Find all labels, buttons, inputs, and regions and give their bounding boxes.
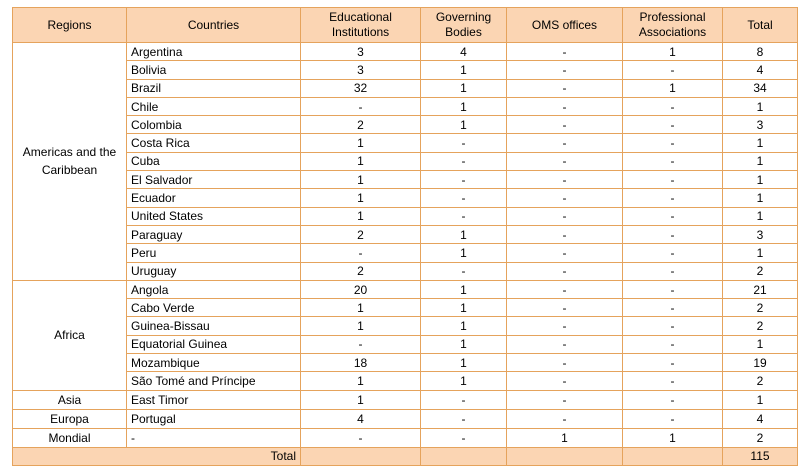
edu-cell: 2 (301, 116, 421, 134)
table-row (13, 207, 798, 225)
oms-cell: - (507, 390, 623, 409)
region-cell: Europa (13, 409, 127, 428)
edu-cell: 3 (301, 61, 421, 79)
country-cell: Cuba (127, 152, 301, 170)
total-cell: 8 (723, 43, 798, 61)
total-cell: 2 (723, 262, 798, 280)
gov-cell: 1 (421, 372, 507, 390)
oms-cell: 1 (507, 428, 623, 447)
oms-cell: - (507, 79, 623, 97)
grand-total-cell: 115 (723, 447, 798, 465)
header-oms: OMS offices (507, 8, 623, 43)
country-cell: Colombia (127, 116, 301, 134)
gov-cell: - (421, 171, 507, 189)
oms-cell: - (507, 152, 623, 170)
gov-cell: - (421, 428, 507, 447)
total-cell: 4 (723, 409, 798, 428)
edu-cell: 32 (301, 79, 421, 97)
table-row (13, 152, 798, 170)
oms-cell: - (507, 372, 623, 390)
gov-cell: 1 (421, 97, 507, 115)
prof-cell: - (623, 97, 723, 115)
total-cell: 4 (723, 61, 798, 79)
header-governing: Governing Bodies (421, 8, 507, 43)
table-row (13, 317, 798, 335)
prof-cell: - (623, 262, 723, 280)
oms-cell: - (507, 244, 623, 262)
edu-cell: 20 (301, 280, 421, 298)
edu-cell: 1 (301, 189, 421, 207)
gov-cell: - (421, 409, 507, 428)
gov-cell: - (421, 262, 507, 280)
oms-cell: - (507, 317, 623, 335)
total-cell: 2 (723, 299, 798, 317)
gov-cell: 1 (421, 299, 507, 317)
gov-cell: 4 (421, 43, 507, 61)
country-cell: United States (127, 207, 301, 225)
edu-cell: 1 (301, 152, 421, 170)
edu-cell: 1 (301, 207, 421, 225)
prof-cell: - (623, 317, 723, 335)
table-row (13, 390, 798, 409)
table-row (13, 97, 798, 115)
table-row (13, 244, 798, 262)
edu-cell: 1 (301, 390, 421, 409)
table-row (13, 189, 798, 207)
country-cell: São Tomé and Príncipe (127, 372, 301, 390)
edu-cell: 2 (301, 225, 421, 243)
prof-cell: - (623, 280, 723, 298)
country-cell: Bolivia (127, 61, 301, 79)
oms-cell: - (507, 280, 623, 298)
gov-cell: 1 (421, 61, 507, 79)
total-cell: 2 (723, 428, 798, 447)
prof-cell: - (623, 207, 723, 225)
prof-cell: - (623, 152, 723, 170)
oms-cell: - (507, 43, 623, 61)
total-cell: 1 (723, 207, 798, 225)
oms-cell: - (507, 116, 623, 134)
total-row (13, 447, 798, 465)
oms-cell: - (507, 134, 623, 152)
prof-cell: - (623, 171, 723, 189)
country-cell: El Salvador (127, 171, 301, 189)
prof-cell: 1 (623, 428, 723, 447)
total-cell: 1 (723, 134, 798, 152)
total-cell: 1 (723, 189, 798, 207)
total-cell: 3 (723, 225, 798, 243)
country-cell: Paraguay (127, 225, 301, 243)
header-total: Total (723, 8, 798, 43)
oms-cell: - (507, 354, 623, 372)
country-cell: Angola (127, 280, 301, 298)
table-row (13, 409, 798, 428)
total-cell: 21 (723, 280, 798, 298)
country-cell: East Timor (127, 390, 301, 409)
total-prof-cell (623, 447, 723, 465)
total-gov-cell (421, 447, 507, 465)
prof-cell: 1 (623, 79, 723, 97)
gov-cell: 1 (421, 280, 507, 298)
edu-cell: - (301, 428, 421, 447)
gov-cell: - (421, 189, 507, 207)
total-label: Total (13, 447, 301, 465)
edu-cell: 3 (301, 43, 421, 61)
oms-cell: - (507, 335, 623, 353)
table-row (13, 335, 798, 353)
prof-cell: - (623, 189, 723, 207)
gov-cell: 1 (421, 354, 507, 372)
edu-cell: - (301, 244, 421, 262)
prof-cell: - (623, 225, 723, 243)
table-row (13, 428, 798, 447)
table-row (13, 280, 798, 298)
country-cell: Brazil (127, 79, 301, 97)
prof-cell: - (623, 390, 723, 409)
total-cell: 19 (723, 354, 798, 372)
edu-cell: 1 (301, 171, 421, 189)
oms-cell: - (507, 262, 623, 280)
data-table (12, 7, 798, 466)
edu-cell: 1 (301, 372, 421, 390)
region-cell: Africa (13, 280, 127, 390)
header-professional: Professional Associations (623, 8, 723, 43)
region-cell: Americas and the Caribbean (13, 43, 127, 281)
edu-cell: 18 (301, 354, 421, 372)
oms-cell: - (507, 189, 623, 207)
country-cell: Cabo Verde (127, 299, 301, 317)
header-educational: Educational Institutions (301, 8, 421, 43)
table-row (13, 225, 798, 243)
table-row (13, 299, 798, 317)
oms-cell: - (507, 171, 623, 189)
prof-cell: - (623, 116, 723, 134)
total-cell: 2 (723, 372, 798, 390)
total-edu-cell (301, 447, 421, 465)
gov-cell: 1 (421, 225, 507, 243)
prof-cell: - (623, 61, 723, 79)
gov-cell: - (421, 134, 507, 152)
total-cell: 1 (723, 152, 798, 170)
edu-cell: 1 (301, 299, 421, 317)
edu-cell: - (301, 97, 421, 115)
header-countries: Countries (127, 8, 301, 43)
total-cell: 1 (723, 335, 798, 353)
table-container (12, 7, 798, 466)
country-cell: Peru (127, 244, 301, 262)
prof-cell: - (623, 299, 723, 317)
country-cell: Portugal (127, 409, 301, 428)
table-row (13, 43, 798, 61)
oms-cell: - (507, 61, 623, 79)
country-cell: Costa Rica (127, 134, 301, 152)
gov-cell: - (421, 207, 507, 225)
edu-cell: 1 (301, 134, 421, 152)
edu-cell: 4 (301, 409, 421, 428)
prof-cell: - (623, 244, 723, 262)
table-row (13, 171, 798, 189)
total-cell: 34 (723, 79, 798, 97)
table-row (13, 134, 798, 152)
header-regions: Regions (13, 8, 127, 43)
gov-cell: - (421, 152, 507, 170)
total-cell: 2 (723, 317, 798, 335)
edu-cell: 1 (301, 317, 421, 335)
gov-cell: - (421, 390, 507, 409)
table-row (13, 61, 798, 79)
total-cell: 1 (723, 97, 798, 115)
prof-cell: - (623, 354, 723, 372)
country-cell: Equatorial Guinea (127, 335, 301, 353)
prof-cell: 1 (623, 43, 723, 61)
oms-cell: - (507, 225, 623, 243)
gov-cell: 1 (421, 317, 507, 335)
table-row (13, 79, 798, 97)
edu-cell: 2 (301, 262, 421, 280)
table-row (13, 372, 798, 390)
prof-cell: - (623, 409, 723, 428)
gov-cell: 1 (421, 244, 507, 262)
country-cell: Uruguay (127, 262, 301, 280)
prof-cell: - (623, 134, 723, 152)
gov-cell: 1 (421, 116, 507, 134)
oms-cell: - (507, 207, 623, 225)
country-cell: Argentina (127, 43, 301, 61)
edu-cell: - (301, 335, 421, 353)
region-cell: Mondial (13, 428, 127, 447)
total-cell: 1 (723, 171, 798, 189)
prof-cell: - (623, 372, 723, 390)
table-row (13, 116, 798, 134)
oms-cell: - (507, 409, 623, 428)
region-cell: Asia (13, 390, 127, 409)
total-cell: 1 (723, 390, 798, 409)
country-cell: Chile (127, 97, 301, 115)
total-cell: 3 (723, 116, 798, 134)
table-row (13, 262, 798, 280)
oms-cell: - (507, 299, 623, 317)
country-cell: - (127, 428, 301, 447)
header-row (13, 8, 798, 43)
gov-cell: 1 (421, 79, 507, 97)
gov-cell: 1 (421, 335, 507, 353)
table-row (13, 354, 798, 372)
total-cell: 1 (723, 244, 798, 262)
oms-cell: - (507, 97, 623, 115)
country-cell: Mozambique (127, 354, 301, 372)
prof-cell: - (623, 335, 723, 353)
total-oms-cell (507, 447, 623, 465)
country-cell: Guinea-Bissau (127, 317, 301, 335)
country-cell: Ecuador (127, 189, 301, 207)
